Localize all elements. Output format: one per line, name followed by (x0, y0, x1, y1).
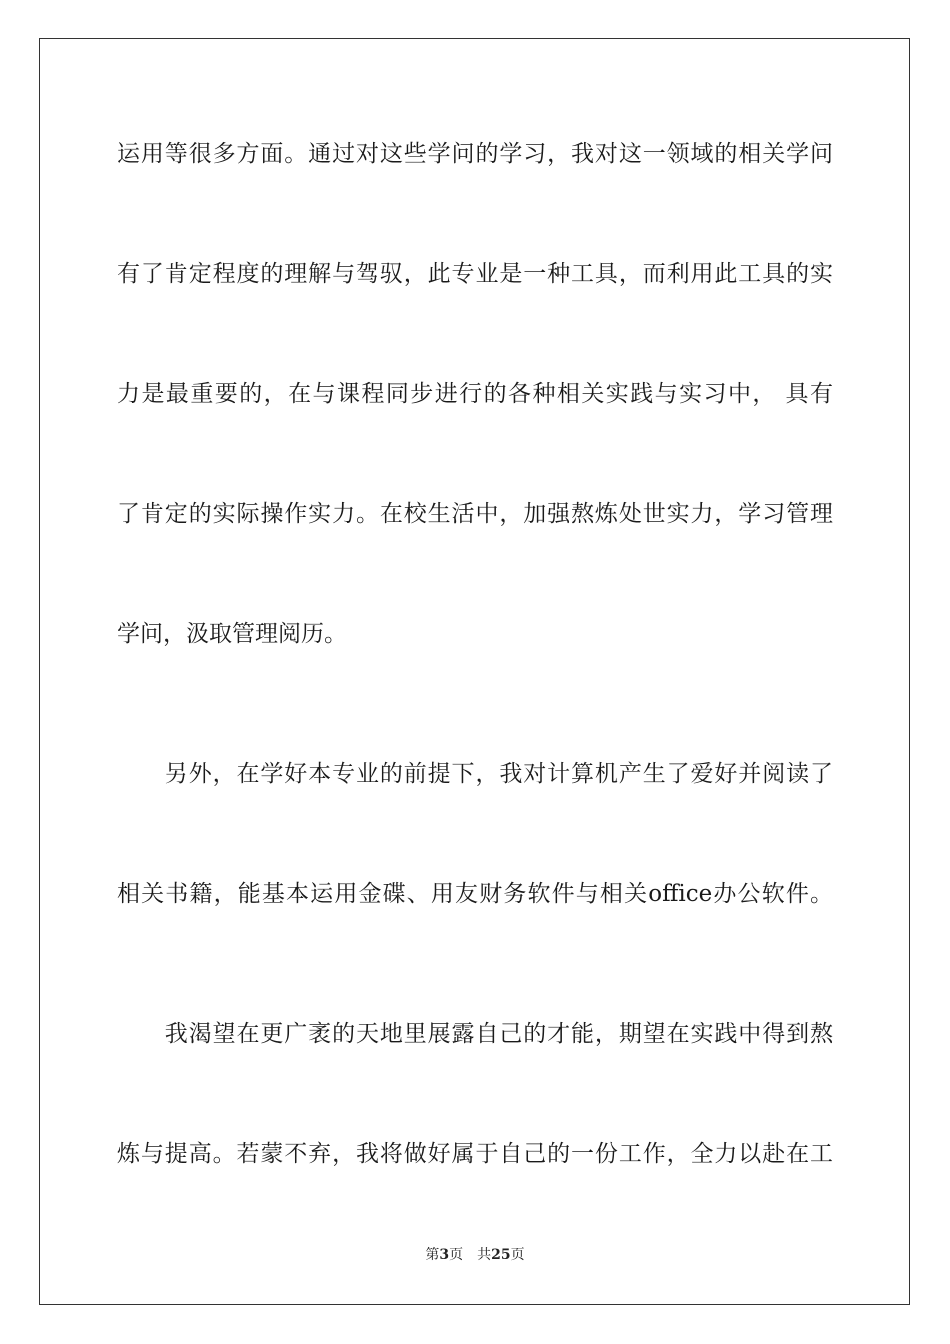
page-suffix: 页 (449, 1247, 464, 1263)
text-line-3: 力是最重要的，在与课程同步进行的各种相关实践与实习中， 具有 (117, 381, 833, 407)
page-number: 3 (439, 1247, 450, 1263)
text-line-4: 了肯定的实际操作实力。在校生活中，加强熬炼处世实力，学习管理 (117, 501, 833, 527)
text-line-6: 另外，在学好本专业的前提下，我对计算机产生了爱好并阅读了 (117, 761, 833, 787)
total-pages: 25 (491, 1247, 511, 1263)
text-line-1: 运用等很多方面。通过对这些学问的学习，我对这一领域的相关学问 (117, 141, 833, 167)
text-line-7: 相关书籍，能基本运用金碟、用友财务软件与相关office办公软件。 (117, 881, 833, 907)
page-border (39, 38, 910, 1305)
text-line-5: 学问，汲取管理阅历。 (117, 621, 347, 647)
text-line-8: 我渴望在更广袤的天地里展露自己的才能，期望在实践中得到熬 (117, 1021, 833, 1047)
text-line-9: 炼与提高。若蒙不弃，我将做好属于自己的一份工作，全力以赴在工 (117, 1141, 833, 1167)
total-suffix: 页 (510, 1247, 525, 1263)
page-footer (0, 1246, 950, 1264)
text-line-2: 有了肯定程度的理解与驾驭，此专业是一种工具，而利用此工具的实 (117, 261, 833, 287)
page-prefix: 第 (425, 1247, 440, 1263)
total-prefix: 共 (477, 1247, 492, 1263)
